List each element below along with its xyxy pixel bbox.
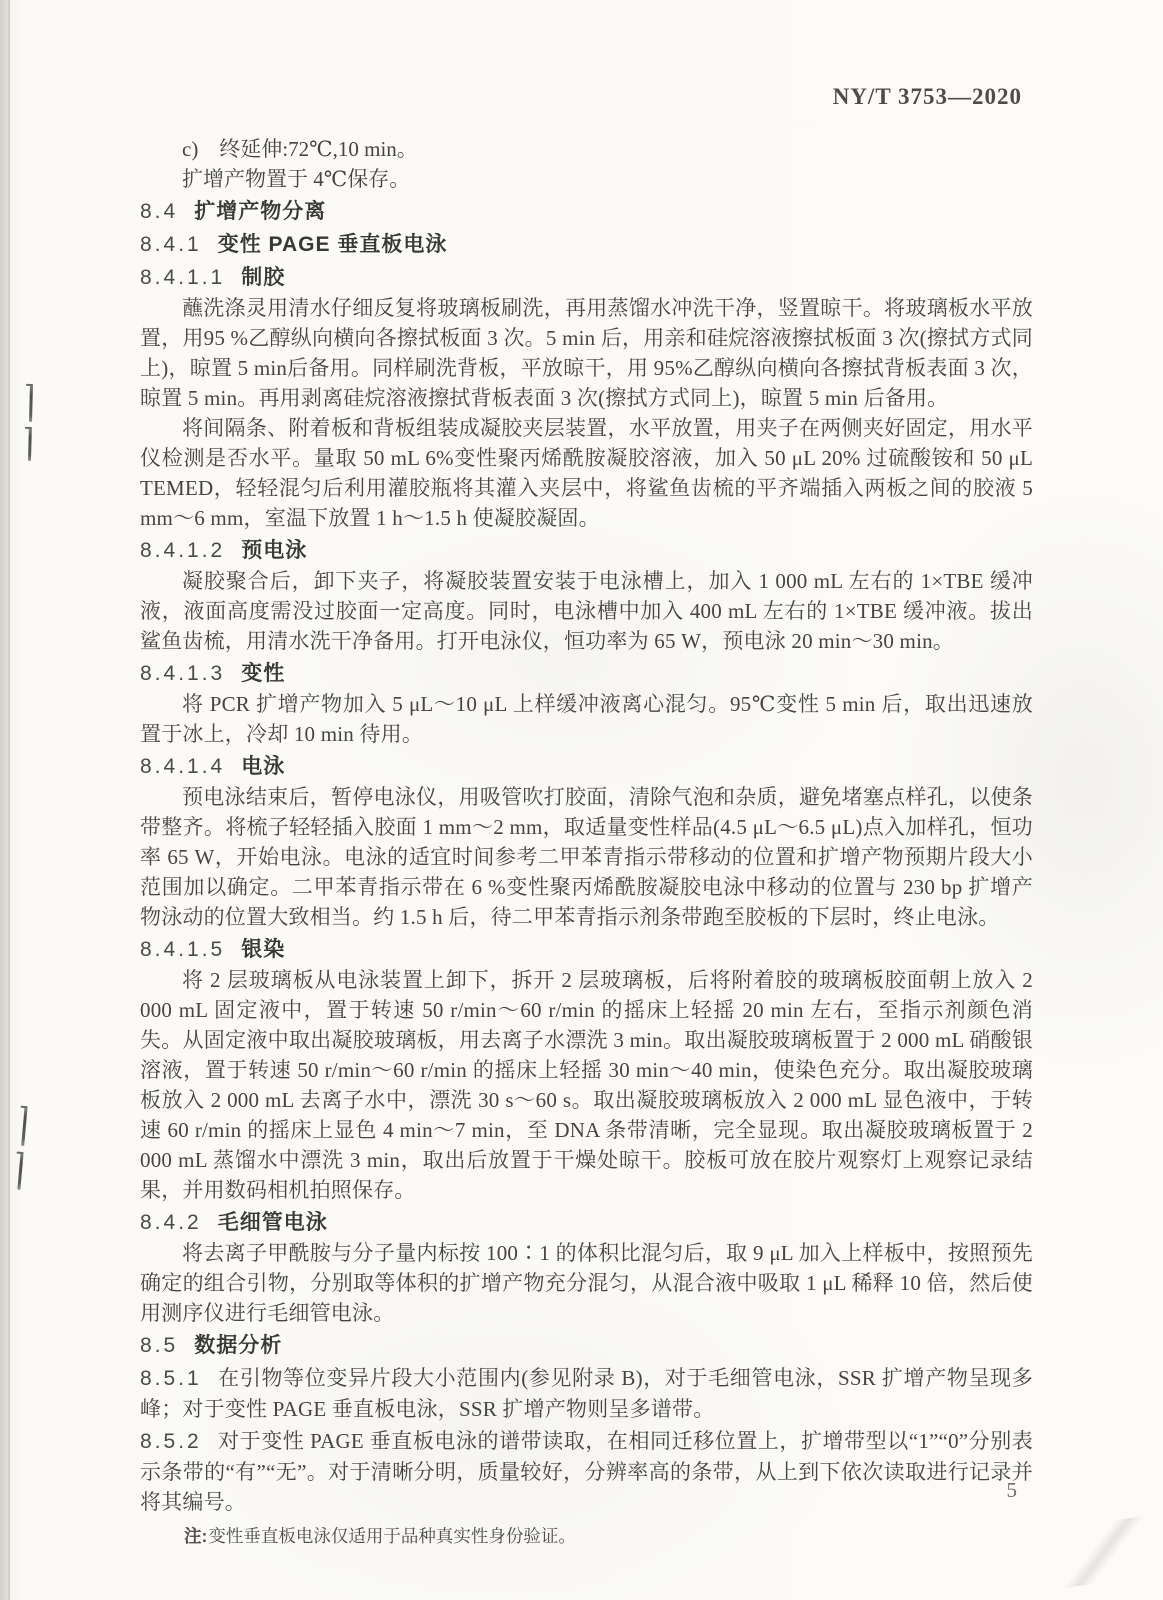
storage-line: 扩增产物置于 4℃保存。 <box>182 167 411 191</box>
clause-paragraph-8-5-2 <box>140 1426 1033 1517</box>
clause-title: 变性 PAGE 垂直板电泳 <box>217 233 448 256</box>
paragraph-8-4-1-1-b: 将间隔条、附着板和背板组装成凝胶夹层装置，水平放置，用夹子在两侧夹好固定，用水平仪检测是否水平。量取 50 mL 6%变性聚丙烯酰胺凝胶溶液，加入 50 μL 20% 过硫酸铵和 50 μL TEMED，轻轻混匀后利用灌胶瓶将其灌入夹层中，将鲨鱼齿梳的平齐端插入两板之间的胶液 5 mm～6 mm，室温下放置 1 h～1.5 h 使凝胶凝固。 <box>140 416 1033 530</box>
clause-number: 8.4.1.4 <box>140 755 226 778</box>
clause-title: 电泳 <box>241 755 286 778</box>
clause-title: 制胶 <box>241 266 286 289</box>
standard-number-header: NY/T 3753—2020 <box>832 84 1022 109</box>
staple-stroke <box>17 1152 23 1190</box>
paragraph-8-4-2: 将去离子甲酰胺与分子量内标按 100∶1 的体积比混匀后，取 9 μL 加入上样板中，按照预先确定的组合引物，分别取等体积的扩增产物充分混匀，从混合液中吸取 1 μL 稀释 10 倍，然后使用测序仪进行毛细管电泳。 <box>140 1241 1033 1325</box>
note-label: 注: <box>184 1526 208 1546</box>
staple-mark-top <box>28 384 33 461</box>
clause-number: 8.4.1.5 <box>140 938 226 961</box>
document-body <box>140 134 1033 1549</box>
clause-number: 8.5.2 <box>140 1430 202 1453</box>
clause-number: 8.5 <box>140 1334 179 1357</box>
clause-heading-8-4-1-3 <box>140 658 1033 689</box>
paragraph-8-4-1-4: 预电泳结束后，暂停电泳仪，用吸管吹打胶面，清除气泡和杂质，避免堵塞点样孔，以使条带整齐。将梳子轻轻插入胶面 1 mm～2 mm，取适量变性样品(4.5 μL～6.5 μL)点入加样孔，恒功率 65 W，开始电泳。电泳的适宜时间参考二甲苯青指示带移动的位置和扩增产物预期片段大小范围加以确定。二甲苯青指示带在 6 %变性聚丙烯酰胺凝胶电泳中移动的位置与 230 bp 扩增产物泳动的位置大致相当。约 1.5 h 后，待二甲苯青指示剂条带跑至胶板的下层时，终止电泳。 <box>140 785 1033 929</box>
clause-text: 在引物等位变异片段大小范围内(参见附录 B)，对于毛细管电泳，SSR 扩增产物呈现多峰；对于变性 PAGE 垂直板电泳，SSR 扩增产物则呈多谱带。 <box>140 1366 1033 1421</box>
clause-heading-8-5 <box>140 1330 1033 1361</box>
clause-paragraph-8-5-1 <box>140 1363 1033 1424</box>
clause-heading-8-4-1-1 <box>140 262 1033 293</box>
clause-title: 预电泳 <box>241 539 308 562</box>
clause-title: 银染 <box>241 938 286 961</box>
clause-title: 变性 <box>241 662 286 685</box>
clause-heading-8-4-2 <box>140 1207 1033 1238</box>
clause-heading-8-4-1-2 <box>140 535 1033 566</box>
staple-stroke <box>21 1106 27 1146</box>
clause-heading-8-4-1-4 <box>140 751 1033 782</box>
list-item-c: c) 终延伸:72℃,10 min。 <box>182 137 418 161</box>
staple-stroke <box>28 427 32 461</box>
clause-title: 扩增产物分离 <box>194 200 327 223</box>
scan-smudge <box>1055 1516 1152 1588</box>
clause-heading-8-4-1 <box>140 229 1033 260</box>
clause-number: 8.4.1.3 <box>140 662 226 685</box>
clause-number: 8.4.1.2 <box>140 539 226 562</box>
clause-title: 数据分析 <box>194 1334 283 1357</box>
clause-number: 8.4.1 <box>140 233 202 256</box>
paragraph-8-4-1-1-a: 蘸洗涤灵用清水仔细反复将玻璃板刷洗，再用蒸馏水冲洗干净，竖置晾干。将玻璃板水平放置，用95 %乙醇纵向横向各擦拭板面 3 次。5 min 后，用亲和硅烷溶液擦拭板面 3 次(擦拭方式同上)，晾置 5 min后备用。同样刷洗背板，平放晾干，用 95%乙醇纵向横向各擦拭背板表面 3 次，晾置 5 min。再用剥离硅烷溶液擦拭背板表面 3 次(擦拭方式同上)，晾置 5 min 后备用。 <box>140 296 1033 410</box>
clause-heading-8-4-1-5 <box>140 934 1033 965</box>
staple-mark-bottom <box>17 1106 27 1190</box>
clause-text: 对于变性 PAGE 垂直板电泳的谱带读取，在相同迁移位置上，扩增带型以“1”“0”分别表示条带的“有”“无”。对于清晰分明，质量较好，分辨率高的条带，从上到下依次读取进行记录并将其编号。 <box>140 1429 1033 1514</box>
clause-number: 8.4.1.1 <box>140 266 226 289</box>
paragraph-8-4-1-5: 将 2 层玻璃板从电泳装置上卸下，拆开 2 层玻璃板，后将附着胶的玻璃板胶面朝上放入 2 000 mL 固定液中，置于转速 50 r/min～60 r/min 的摇床上轻摇 20 min 左右，至指示剂颜色消失。从固定液中取出凝胶玻璃板，用去离子水漂洗 3 min。取出凝胶玻璃板置于 2 000 mL 硝酸银溶液，置于转速 50 r/min～60 r/min 的摇床上轻摇 30 min～40 min，使染色充分。取出凝胶玻璃板放入 2 000 mL 去离子水中，漂洗 30 s～60 s。取出凝胶玻璃板放入 2 000 mL 显色液中，于转速 60 r/min 的摇床上显色 4 min～7 min，至 DNA 条带清晰，完全显现。取出凝胶玻璃板置于 2 000 mL 蒸馏水中漂洗 3 min，取出后放置于干燥处晾干。胶板可放在胶片观察灯上观察记录结果，并用数码相机拍照保存。 <box>140 968 1033 1202</box>
clause-number: 8.4 <box>140 200 179 223</box>
page-number: 5 <box>1006 1478 1017 1502</box>
note-text: 变性垂直板电泳仅适用于品种真实性身份验证。 <box>208 1526 576 1546</box>
clause-heading-8-4 <box>140 196 1033 227</box>
scan-edge-shadow <box>0 0 8 1600</box>
clause-title: 毛细管电泳 <box>217 1211 328 1234</box>
note-line <box>140 1523 1033 1549</box>
staple-stroke <box>29 384 33 422</box>
clause-number: 8.5.1 <box>140 1367 202 1390</box>
paragraph-8-4-1-3: 将 PCR 扩增产物加入 5 μL～10 μL 上样缓冲液离心混匀。95℃变性 5 min 后，取出迅速放置于冰上，冷却 10 min 待用。 <box>140 692 1033 746</box>
paragraph-8-4-1-2: 凝胶聚合后，卸下夹子，将凝胶装置安装于电泳槽上，加入 1 000 mL 左右的 1×TBE 缓冲液，液面高度需没过胶面一定高度。同时，电泳槽中加入 400 mL 左右的 1×TBE 缓冲液。拔出鲨鱼齿梳，用清水洗干净备用。打开电泳仪，恒功率为 65 W，预电泳 20 min～30 min。 <box>140 569 1033 653</box>
scan-edge-line <box>8 0 10 1600</box>
clause-number: 8.4.2 <box>140 1211 202 1234</box>
